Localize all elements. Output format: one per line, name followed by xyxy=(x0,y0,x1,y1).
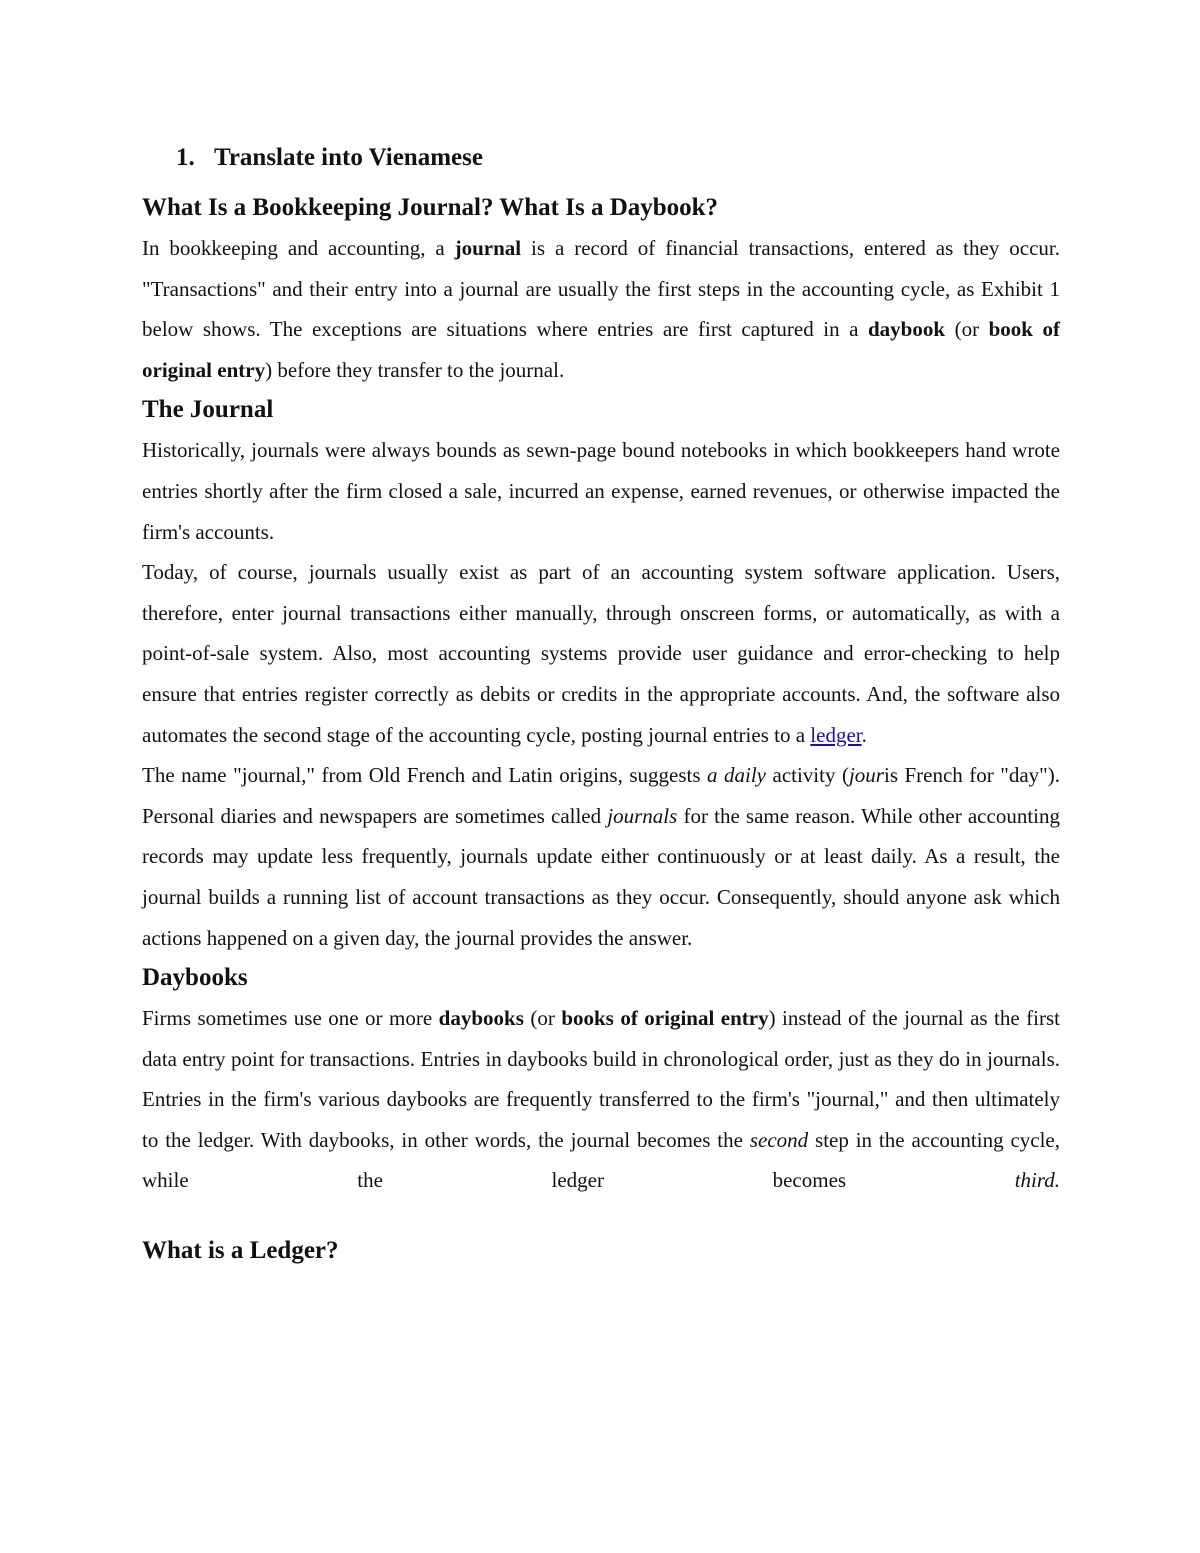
italic-jour: jour xyxy=(848,763,884,788)
heading-number: 1. xyxy=(176,144,195,171)
italic-a-daily: a daily xyxy=(707,763,766,788)
journal-paragraph-history: Historically, journals were always bounds as sewn-page bound notebooks in which bookkeepers hand wrote entries shortly after the firm closed a sale, incurred an expense, earned revenues, or otherwise impacted the firm's accounts. xyxy=(142,438,1060,544)
daybooks-text-1: Firms sometimes use one or more xyxy=(142,1006,439,1031)
daybooks-text-4: step in the accounting cycle, while the ledger becomes xyxy=(142,1127,1060,1193)
journal-paragraph-software xyxy=(142,552,1060,755)
daybooks-text-2: (or xyxy=(523,1006,562,1031)
document-page xyxy=(142,128,1060,1271)
daybooks-heading: Daybooks xyxy=(142,964,248,992)
intro-text-4: ) before they transfer to the journal. xyxy=(265,357,565,382)
software-text: Today, of course, journals usually exist as part of an accounting system software application. Users, therefore, enter journal transactions either manually, through onscreen forms, or automatically, as with a point-of-sale system. Also, most accounting systems provide user guidance and error-checking to help ensure that entries register correctly as debits or credits in the appropriate accounts. And, the software also automates the second stage of the accounting cycle, posting journal entries to a xyxy=(142,560,1060,747)
journal-heading: The Journal xyxy=(142,396,274,424)
intro-text-2: is a record of financial transactions, entered as they occur. "Transactions" and their entry into a journal are usually the first steps in the accounting cycle, as Exhibit 1 below shows. The exceptions are situations where entries are first captured in a xyxy=(142,236,1060,342)
intro-text-3: (or xyxy=(945,317,989,342)
ledger-heading: What is a Ledger? xyxy=(142,1237,339,1265)
term-daybooks: daybooks xyxy=(438,1006,524,1031)
origin-text-2: activity ( xyxy=(766,763,849,788)
italic-second: second xyxy=(749,1127,809,1152)
heading-number-text: Translate into Vienamese xyxy=(214,144,483,171)
intro-text-1: In bookkeeping and accounting, a xyxy=(142,236,455,260)
main-title: What Is a Bookkeeping Journal? What Is a Daybook? xyxy=(142,194,719,221)
origin-text-1: The name "journal," from Old French and Latin origins, suggests xyxy=(142,763,707,788)
italic-journals: journals xyxy=(607,803,678,828)
intro-paragraph xyxy=(142,228,1060,390)
term-journal: journal xyxy=(454,236,522,260)
term-books-of-original-entry: books of original entry xyxy=(561,1006,769,1031)
origin-text-4: for the same reason. While other accounting records may update less frequently, journals update either continuously or at least daily. As a result, the journal builds a running list of account transactions as they occur. Consequently, should anyone ask which actions happened on a given day, the journal provides the answer. xyxy=(142,803,1060,950)
journal-paragraph-name-origin xyxy=(142,755,1060,958)
spacer xyxy=(142,1201,1060,1231)
term-daybook: daybook xyxy=(867,317,946,342)
ledger-link[interactable]: ledger xyxy=(810,722,862,747)
origin-text-3: is French for "day"). Personal diaries and newspapers are sometimes called xyxy=(142,763,1060,828)
software-text-end: . xyxy=(861,722,867,747)
numbered-heading xyxy=(176,142,1060,174)
daybooks-text-3: ) instead of the journal as the first data entry point for transactions. Entries in daybooks build in chronological order, just as they do in journals. Entries in the firm's various daybooks are frequently transferred to the firm's "journal," and then ultimately to the ledger. With daybooks, in other words, the journal becomes the xyxy=(142,1006,1061,1152)
term-book-of-original-entry: book of original entry xyxy=(142,317,1060,382)
daybooks-paragraph xyxy=(142,998,1060,1201)
italic-third: third. xyxy=(1014,1168,1060,1193)
